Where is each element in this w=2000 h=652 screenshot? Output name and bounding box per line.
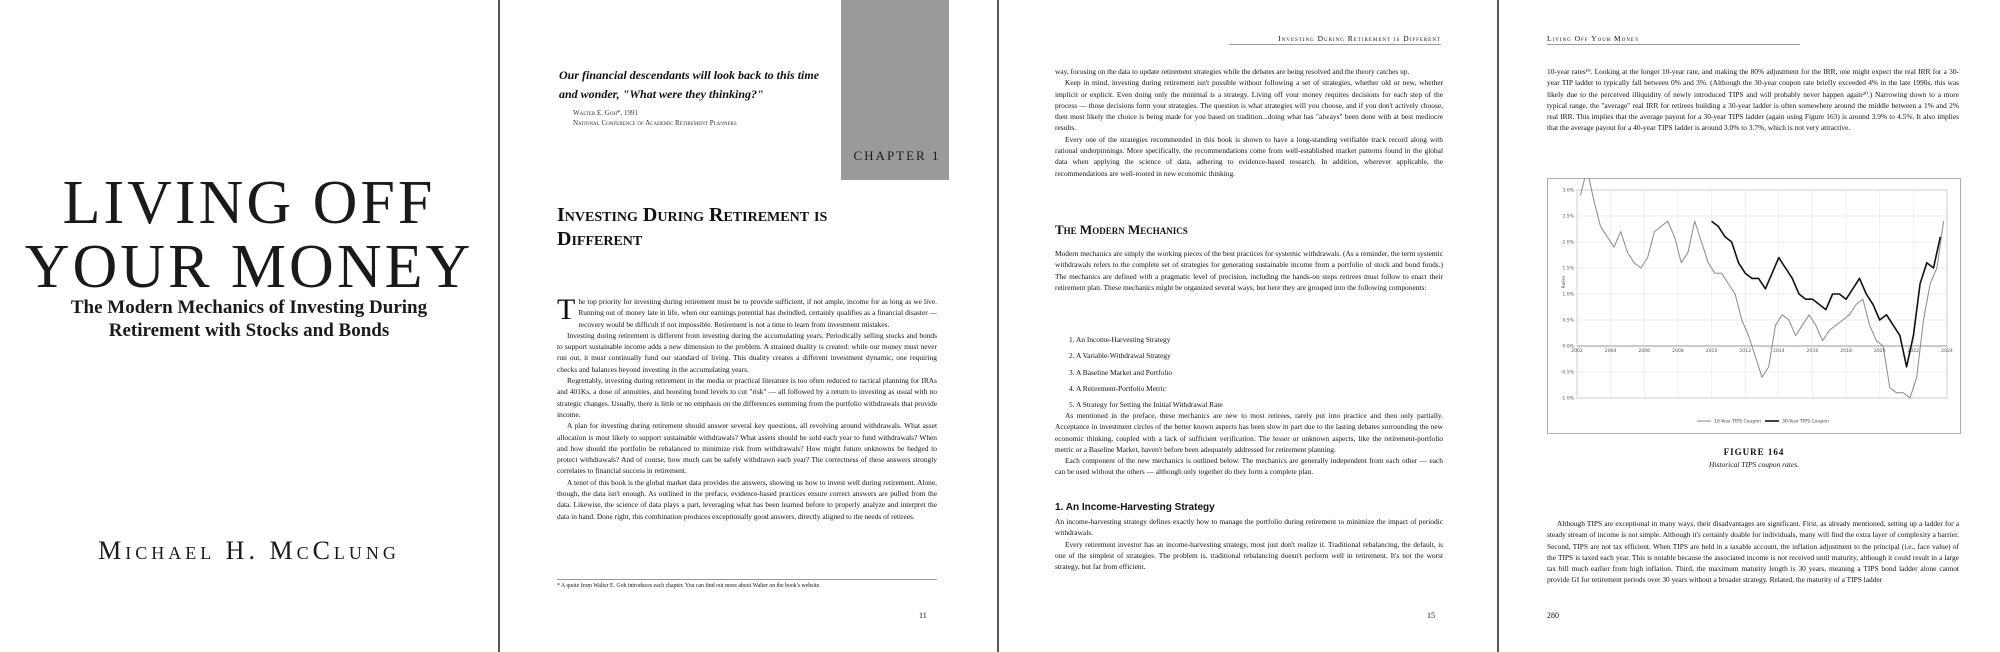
legend-label: 10-Year TIPS Coupon: [1714, 419, 1762, 425]
cover-title-line2: YOUR MONEY: [24, 233, 474, 301]
page-divider: [498, 0, 500, 652]
page-number: 15: [1427, 611, 1435, 620]
paragraph: he top priority for investing during retirement must be to provide sufficient, if not ample, income for as long as we live. Running out of money late in life, when our earnings potential has dwindled, certainly qualifies as a financial disaster — recovery would be difficult if not impossible. Retirement is not a time to learn from investment mistakes.: [578, 297, 937, 329]
paragraph: Keep in mind, investing during retirement isn't possible without following a set of strategies, whether old or new, whether implicit or explicit. Even doing only the minimal is a strategy. Living off your money requires decisions for each step of the process — those decisions form your strategies. The question is what strategies will you choose, and if you don't actively choose, then most likely the choice is being made for you based on tradition...doing what has "always" been done with at best mediocre results.: [1055, 78, 1443, 133]
x-tick-label: 2024: [1941, 349, 1953, 354]
y-axis-label: Rates: [1562, 275, 1567, 289]
list-item: 5. A Strategy for Setting the Initial Withdrawal Rate: [1069, 400, 1223, 410]
book-cover: [0, 0, 498, 652]
x-tick-label: 2006: [1638, 349, 1651, 354]
chapter-label: CHAPTER 1: [853, 148, 941, 163]
y-tick-label: 2.0%: [1562, 240, 1574, 246]
body-block: [1055, 410, 1443, 478]
chapter-body: [557, 293, 937, 522]
paragraph: Although TIPS are exceptional in many ways, their disadvantages are significant. First, as already mentioned, setting up a ladder for a steady stream of income is not simple. Although it's certainly doable for individuals, many will find the extra layer of complexity a barrier. Second, TIPS are not tax efficient. When TIPS are held in a taxable account, the inflation adjustment to the principal (i.e., face value) of the TIPS is taxed each year. This is notable because the associated income is not received until maturity, although it could result in a large tax bill much earlier from high inflation. Third, the maximum maturity length is 30 years, meaning a TIPS bond ladder alone cannot provide GI for retirement periods over 30 years without a broader strategy. Related, the maturity of a TIPS ladder: [1547, 519, 1959, 585]
page-number: 280: [1547, 611, 1559, 620]
list-item: 2. A Variable-Withdrawal Strategy: [1069, 351, 1171, 361]
paragraph: way, focusing on the data to update retirement strategies while the debates are being resolved and the theory catches up.: [1055, 67, 1410, 76]
drop-cap: T: [557, 293, 576, 326]
list-item: 4. A Retirement-Portfolio Metric: [1069, 383, 1166, 393]
y-tick-label: 1.5%: [1562, 266, 1574, 272]
cover-subtitle: The Modern Mechanics of Investing During Retirement with Stocks and Bonds: [70, 297, 428, 341]
x-tick-label: 2002: [1571, 349, 1583, 354]
figure-caption-block: [1547, 447, 1961, 469]
tips-rate-chart: [1547, 178, 1961, 434]
running-head-rule: [1547, 44, 1800, 45]
epigraph-attribution: [573, 108, 833, 128]
y-tick-label: 3.0%: [1562, 188, 1574, 194]
x-tick-label: 2014: [1772, 349, 1785, 354]
figure-label: FIGURE 164: [1723, 447, 1785, 457]
y-tick-label: -1.0%: [1560, 396, 1574, 402]
paragraph: A tenet of this book is the global market data provides the answers, showing us how to invest well during retirement. Alone, though, the data isn't enough. As outlined in the preface, evidence-based practices ensure correct answers are pulled from the data. Likewise, the science of data plays a part, leveraging what has been learned before to properly analyze and interpret the data in hand. Done right, this combination produces exceptionally good answers, directly aligned to the needs of retirees.: [557, 477, 937, 521]
x-tick-label: 2020: [1873, 349, 1886, 354]
paragraph: 10-year rates¹⁹. Looking at the longer 10-year rate, and making the 80% adjustment for the IRR, one might expect the real IRR for a 30-year TIP ladder to typically fall between 0% and 3%. (Although the 30-year coupon rate briefly exceeded 4% in the late 1990s, this was likely due to the perceived illiquidity of newly introduced TIPS and will probably never happen again²⁰.) Narrowing down to a more typical range, the "average" real IRR for retirees building a 30-year ladder is often somewhere around the middle between a 1% and 2% real IRR. This implies that the average payout for a 30-year TIPS ladder (again using Figure 163) is around 3.9% to 4.5%. It also implies that the average payout for a 40-year TIPS ladder is around 3.0% to 3.7%, which is not very attractive.: [1547, 67, 1959, 133]
y-tick-label: 0.0%: [1562, 344, 1574, 350]
chart-frame: [1548, 179, 1961, 434]
body-block: [1547, 518, 1959, 586]
subsection-heading: 1. An Income-Harvesting Strategy: [1055, 502, 1215, 513]
page-11: [501, 0, 997, 652]
footnote: * A quote from Walter E. Goh introduces each chapter. You can find out more about Walter on the book's website.: [557, 579, 937, 589]
list-item: 3. A Baseline Market and Portfolio: [1069, 367, 1173, 377]
paragraph: Each component of the new mechanics is outlined below. The mechanics are generally independent from each other — each can be used without the others — although only together do they form a complete plan.: [1055, 456, 1443, 477]
paragraph: Every one of the strategies recommended in this book is shown to have a long-standing verifiable track record along with rational underpinnings. More specifically, the recommendations come from well-established market patterns found in the global data when applying the science of data, adhering to evidence-based research. In addition, wherever applicable, the recommendations are well-rooted in new economic thinking.: [1055, 134, 1443, 178]
y-tick-label: -0.5%: [1560, 370, 1574, 376]
cover-title-line1: LIVING OFF: [62, 169, 436, 237]
running-head: Investing During Retirement is Different: [1278, 34, 1441, 43]
body-block: [1055, 66, 1443, 179]
paragraph: Investing during retirement is different from investing during the accumulating years. Periodically selling stocks and bonds to support sustainable income adds a new dimension to the problem. A strained duality is created: while our money must never run out, it must continually fund our standard of living. This duality creates a different investment dynamic, one requiring checks and balances beyond investing in the accumulating years.: [557, 330, 937, 374]
x-tick-label: 2008: [1672, 349, 1684, 354]
running-head-rule: [1229, 44, 1441, 45]
section-heading: The Modern Mechanics: [1055, 222, 1188, 237]
x-tick-label: 2022: [1907, 349, 1920, 354]
body-block: [1547, 66, 1959, 134]
epigraph-quote: Our financial descendants will look back to this time and wonder, "What were they thinking?": [559, 68, 820, 101]
body-block: [1055, 516, 1443, 572]
legend-label: 30-Year TIPS Coupon: [1782, 419, 1830, 425]
figure-caption: Historical TIPS coupon rates.: [1709, 460, 1799, 469]
paragraph: An income-harvesting strategy defines exactly how to manage the portfolio during retirement to minimize the impact of periodic withdrawals.: [1055, 517, 1443, 538]
running-head: Living Off Your Money: [1547, 34, 1640, 43]
x-tick-label: 2016: [1806, 349, 1819, 354]
x-tick-label: 2012: [1739, 349, 1752, 354]
chapter-title: Investing During Retirement is Different: [557, 204, 828, 250]
page-280: [1499, 0, 2000, 652]
x-tick-label: 2018: [1840, 349, 1852, 354]
y-tick-label: 2.5%: [1562, 214, 1574, 220]
y-tick-label: 0.5%: [1562, 318, 1574, 324]
body-block: [1055, 248, 1443, 293]
x-tick-label: 2004: [1604, 349, 1617, 354]
page-15: [999, 0, 1497, 652]
list-item: 1. An Income-Harvesting Strategy: [1069, 335, 1171, 344]
paragraph: As mentioned in the preface, these mechanics are new to most retirees, rarely put into practice and then only partially. Acceptance in investment circles of the better known aspects has been slow in part due to the lasting debates surrounding the new economic thinking, coupled with a lack of sufficient verification. The lesser or unknown aspects, like the retirement-portfolio metric or a Baseline Market, haven't before been adequately addressed for retirement planning.: [1055, 411, 1443, 454]
paragraph: A plan for investing during retirement should answer several key questions, all revolving around withdrawals. What asset allocation is most likely to support sustainable withdrawals? What assets should be sold each year to fund withdrawals? When and how should the portfolio be rebalanced to minimize risk from withdrawals? How might future unknowns be hedged to protect withdrawals? And of course, how much can be safely withdrawn each year? The correctness of these answers strongly correlates to financial success in retirement.: [557, 421, 937, 476]
x-tick-label: 2010: [1705, 349, 1718, 354]
paragraph: Regrettably, investing during retirement in the media or practical literature is too often reduced to tactical planning for IRAs and 401Ks, a dose of annuities, and boosting bond levels to cut "risk" — all followed by a return to investing as usual with no strategic changes. Usually, there is little or no emphasis on the differences stemming from the portfolio withdrawals that provide income.: [557, 376, 937, 419]
paragraph: Modern mechanics are simply the working pieces of the best practices for systemic withdrawals. (As a reminder, the term systemic withdrawals refers to the complete set of strategies for generating sustainable income from a portfolio of stock and bond funds.) The mechanics are defined with a pragmatic level of precision, including the hands-on steps retirees must follow to enact their retirement plan. These mechanics might be organized several ways, but here they are grouped into the following components:: [1055, 249, 1443, 292]
page-number: 11: [919, 611, 927, 620]
component-list: [1069, 332, 1429, 413]
paragraph: Every retirement investor has an income-harvesting strategy, most just don't realize it. Traditional rebalancing, the default, is one of the simplest of strategies. The problem is, traditional rebalancing doesn't perform well in retirement. It's not the worst strategy, but far from efficient.: [1055, 539, 1443, 572]
epigraph-author: Walter E. Goh*, 1991: [573, 109, 639, 117]
cover-author: Michael H. McClung: [98, 536, 400, 565]
epigraph-organization: National Conference of Academic Retirement Planners: [573, 119, 737, 127]
y-tick-label: 1.0%: [1562, 292, 1574, 298]
